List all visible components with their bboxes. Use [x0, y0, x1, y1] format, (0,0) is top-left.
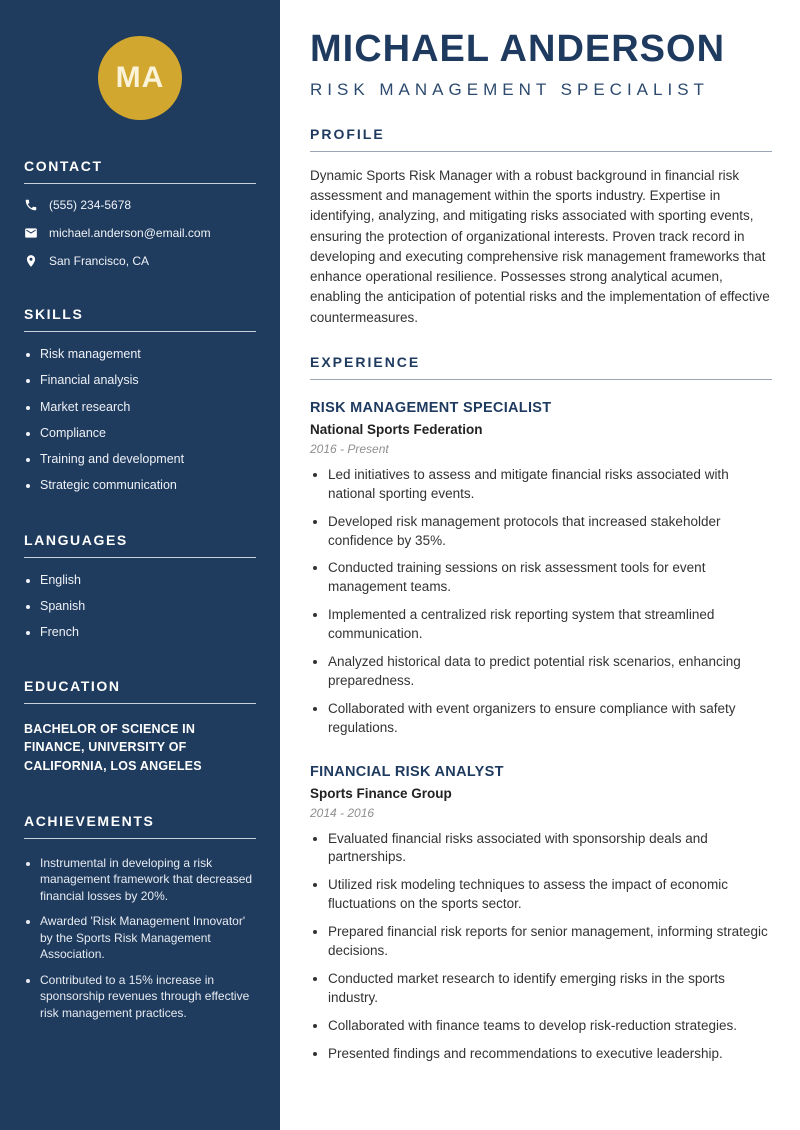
job-bullet: • Developed risk management protocols that increased stakeholder confidence by 35%. — [328, 513, 772, 551]
job-bullet: • Presented findings and recommendations to executive leadership. — [328, 1045, 772, 1064]
experience-job — [310, 764, 772, 1064]
languages-heading: LANGUAGES — [24, 532, 256, 558]
profile-heading: PROFILE — [310, 126, 772, 152]
person-title: RISK MANAGEMENT SPECIALIST — [310, 79, 709, 99]
contact-item-phone — [24, 198, 256, 212]
contact-list — [24, 198, 256, 268]
skills-section — [24, 306, 256, 494]
skill-item: • Market research — [40, 399, 256, 415]
achievement-item: • Contributed to a 15% increase in sponsorship revenues through effective risk management practices. — [40, 972, 256, 1022]
language-item: • English — [40, 572, 256, 588]
contact-heading: CONTACT — [24, 158, 256, 184]
job-bullet: • Conducted training sessions on risk assessment tools for event management teams. — [328, 559, 772, 597]
job-company: National Sports Federation — [310, 421, 483, 437]
profile-section — [310, 126, 772, 328]
contact-item-location — [24, 254, 256, 268]
job-bullet: • Analyzed historical data to predict potential risk scenarios, enhancing preparedness. — [328, 653, 772, 691]
job-bullet: • Led initiatives to assess and mitigate financial risks associated with national sporting events. — [328, 466, 772, 504]
job-bullet: • Conducted market research to identify emerging risks in the sports industry. — [328, 970, 772, 1008]
person-name: MICHAEL ANDERSON — [310, 28, 726, 70]
languages-list — [24, 572, 256, 641]
job-bullet: • Collaborated with finance teams to develop risk-reduction strategies. — [328, 1017, 772, 1036]
skills-heading: SKILLS — [24, 306, 256, 332]
skill-item: • Training and development — [40, 451, 256, 467]
avatar — [98, 36, 182, 120]
email-icon — [24, 226, 38, 240]
job-bullet: • Implemented a centralized risk reporting system that streamlined communication. — [328, 606, 772, 644]
achievement-item: • Awarded 'Risk Management Innovator' by the Sports Risk Management Association. — [40, 913, 256, 963]
location-icon — [24, 254, 38, 268]
achievements-section — [24, 813, 256, 1022]
profile-text: Dynamic Sports Risk Manager with a robust background in financial risk assessment and management within the sports industry. Expertise in identifying, analyzing, and mitigating risks associated with sporting events, ensuring the protection of organizational interests. Proven track record in developing and executing comprehensive risk management frameworks that enhance operational resilience. Possesses strong analytical acumen, enabling the anticipation of potential risks and the implementation of effective countermeasures. — [310, 167, 770, 325]
sidebar — [0, 0, 280, 1130]
job-bullet: • Utilized risk modeling techniques to assess the impact of economic fluctuations on the sports sector. — [328, 876, 772, 914]
job-title: FINANCIAL RISK ANALYST — [310, 763, 504, 780]
job-bullet: • Collaborated with event organizers to ensure compliance with safety regulations. — [328, 700, 772, 738]
experience-job — [310, 400, 772, 738]
main-content — [280, 0, 800, 1130]
skills-list — [24, 346, 256, 494]
education-section — [24, 678, 256, 774]
job-company: Sports Finance Group — [310, 785, 452, 801]
job-dates: 2014 - 2016 — [310, 805, 375, 820]
phone-icon — [24, 198, 38, 212]
job-bullets — [310, 466, 772, 738]
job-bullet: • Evaluated financial risks associated with sponsorship deals and partnerships. — [328, 830, 772, 868]
achievement-item: • Instrumental in developing a risk management framework that decreased financial losses by 20%. — [40, 855, 256, 905]
job-bullets — [310, 830, 772, 1064]
achievements-list — [24, 855, 256, 1022]
contact-section — [24, 158, 256, 268]
skill-item: • Compliance — [40, 425, 256, 441]
skill-item: • Risk management — [40, 346, 256, 362]
job-dates: 2016 - Present — [310, 441, 389, 456]
education-heading: EDUCATION — [24, 678, 256, 704]
achievements-heading: ACHIEVEMENTS — [24, 813, 256, 839]
contact-location-text: San Francisco, CA — [49, 254, 150, 268]
avatar-initials: MA — [115, 61, 165, 94]
education-degree: BACHELOR OF SCIENCE IN FINANCE, UNIVERSITY OF CALIFORNIA, LOS ANGELES — [24, 722, 202, 773]
contact-phone-text: (555) 234-5678 — [49, 198, 132, 212]
skill-item: • Financial analysis — [40, 372, 256, 388]
languages-section — [24, 532, 256, 641]
job-title: RISK MANAGEMENT SPECIALIST — [310, 399, 552, 416]
language-item: • French — [40, 624, 256, 640]
contact-email-text: michael.anderson@email.com — [49, 226, 211, 240]
skill-item: • Strategic communication — [40, 477, 256, 493]
experience-section — [310, 354, 772, 1064]
language-item: • Spanish — [40, 598, 256, 614]
experience-heading: EXPERIENCE — [310, 354, 772, 380]
job-bullet: • Prepared financial risk reports for senior management, informing strategic decisions. — [328, 923, 772, 961]
contact-item-email — [24, 226, 256, 240]
